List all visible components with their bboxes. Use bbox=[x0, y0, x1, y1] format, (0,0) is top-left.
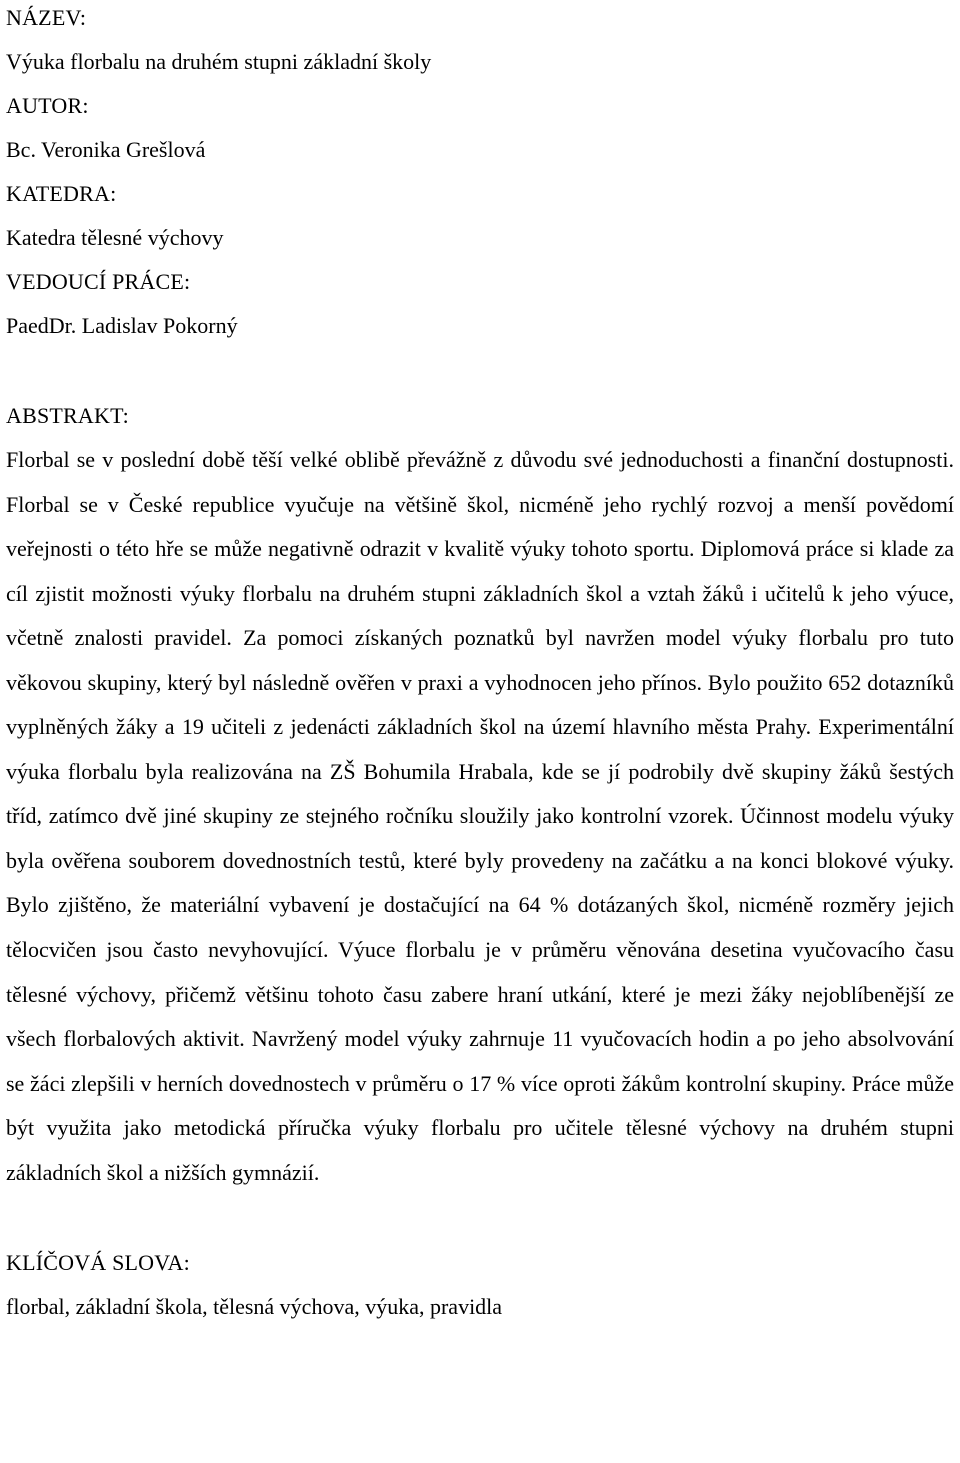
title-value: Výuka florbalu na druhém stupni základní školy bbox=[6, 49, 432, 74]
document-page bbox=[6, 0, 956, 1329]
author-label: AUTOR: bbox=[6, 93, 89, 118]
title-label: NÁZEV: bbox=[6, 5, 87, 30]
supervisor-value: PaedDr. Ladislav Pokorný bbox=[6, 313, 238, 338]
section-spacer bbox=[6, 348, 956, 394]
supervisor-label: VEDOUCÍ PRÁCE: bbox=[6, 269, 191, 294]
keywords-value: florbal, základní škola, tělesná výchova, výuka, pravidla bbox=[6, 1294, 503, 1320]
keywords-label: KLÍČOVÁ SLOVA: bbox=[6, 1250, 190, 1276]
department-label: KATEDRA: bbox=[6, 181, 117, 206]
section-spacer bbox=[6, 1195, 956, 1241]
abstract-text: Florbal se v poslední době těší velké oblibě převážně z důvodu své jednoduchosti a finanční dostupnosti. Florbal se v České republice vyučuje na většině škol, nicméně jeho rychlý rozvoj a menší povědomí veřejnosti o této hře se může negativně odrazit v kvalitě výuky tohoto sportu. Diplomová práce si klade za cíl zjistit možnosti výuky florbalu na druhém stupni základních škol a vztah žáků i učitelů k jeho výuce, včetně znalosti pravidel. Za pomoci získaných poznatků byl navržen model výuky florbalu pro tuto věkovou skupiny, který byl následně ověřen v praxi a vyhodnocen jeho přínos. Bylo použito 652 dotazníků vyplněných žáky a 19 učiteli z jedenácti základních škol na území hlavního města Prahy. Experimentální výuka florbalu byla realizována na ZŠ Bohumila Hrabala, kde se jí podrobily dvě skupiny žáků šestých tříd, zatímco dvě jiné skupiny ze stejného ročníku sloužily jako kontrolní vzorek. Účinnost modelu výuky byla ověřena souborem dovednostních testů, které byly provedeny na začátku a na konci blokové výuky. Bylo zjištěno, že materiální vybavení je dostačující na 64 % dotázaných škol, nicméně rozměry jejich tělocvičen jsou často nevyhovující. Výuce florbalu je v průměru věnována desetina vyučovacího času tělesné výchovy, přičemž většinu tohoto času zabere hraní utkání, které je mezi žáky nejoblíbenější ze všech florbalových aktivit. Navržený model výuky zahrnuje 11 vyučovacích hodin a po jeho absolvování se žáci zlepšili v herních dovednostech v průměru o 17 % více oproti žákům kontrolní skupiny. Práce může být využita jako metodická příručka výuky florbalu pro učitele tělesné výchovy na druhém stupni základních škol a nižších gymnázií. bbox=[6, 447, 954, 1185]
abstract-label: ABSTRAKT: bbox=[6, 403, 129, 428]
department-value: Katedra tělesné výchovy bbox=[6, 225, 224, 250]
author-value: Bc. Veronika Grešlová bbox=[6, 137, 206, 162]
